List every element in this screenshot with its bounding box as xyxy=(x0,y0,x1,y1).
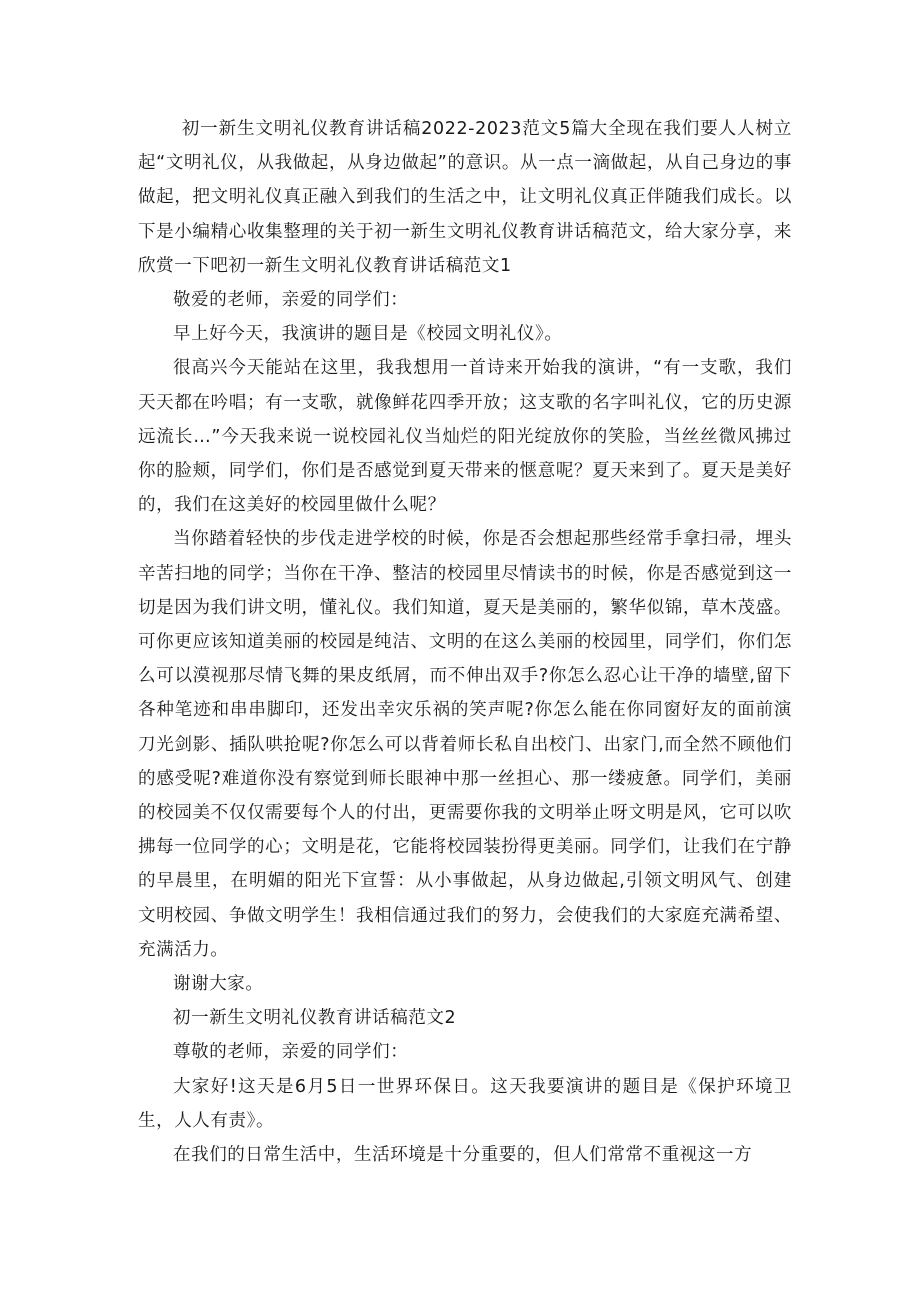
salutation: 敬爱的老师，亲爱的同学们： xyxy=(173,290,409,311)
salutation: 尊敬的老师，亲爱的同学们： xyxy=(173,1042,409,1063)
closing-line: 谢谢大家。 xyxy=(173,974,264,995)
body-paragraph: 当你踏着轻快的步伐走进学校的时候，你是否会想起那些经常手拿扫帚，埋头辛苦扫地的同学；当你在干净、整洁的校园里尽情读书的时候，你是否感觉到这一切是因为我们讲文明，懂礼仪。我们知道，夏天是美丽的，繁华似锦，草木茂盛。可你更应该知道美丽的校园是纯洁、文明的在这么美丽的校园里，同学们，你们怎么可以漠视那尽情飞舞的果皮纸屑，而不伸出双手?你怎么忍心让干净的墙壁,留下各种笔迹和串串脚印，还发出幸灾乐祸的笑声呢?你怎么能在你同窗好友的面前演刀光剑影、插队哄抢呢?你怎么可以背着师长私自出校门、出家门,而全然不顾他们的感受呢?难道你没有察觉到师长眼神中那一丝担心、那一缕疲惫。同学们，美丽的校园美不仅仅需要每个人的付出，更需要你我的文明举止呀文明是风，它可以吹拂每一位同学的心；文明是花，它能将校园装扮得更美丽。同学们，让我们在宁静的早晨里，在明媚的阳光下宣誓：从小事做起，从身边做起,引领文明风气、创建文明校园、争做文明学生！我相信通过我们的努力，会使我们的大家庭充满希望、充满活力。 xyxy=(138,529,792,960)
body-paragraph: 很高兴今天能站在这里，我我想用一首诗来开始我的演讲，“有一支歌，我们天天都在吟唱；有一支歌，就像鲜花四季开放；这支歌的名字叫礼仪，它的历史源远流长…”今天我来说一说校园礼仪当灿烂的阳光绽放你的笑脸，当丝丝微风拂过你的脸颊，同学们，你们是否感觉到夏天带来的惬意呢？夏天来到了。夏天是美好的，我们在这美好的校园里做什么呢？ xyxy=(138,358,792,516)
document-body xyxy=(138,112,792,1172)
greeting-line: 早上好今天，我演讲的题目是《校园文明礼仪》。 xyxy=(173,324,563,345)
body-paragraph: 在我们的日常生活中，生活环境是十分重要的，但人们常常不重视这一方 xyxy=(173,1145,753,1166)
intro-paragraph: 初一新生文明礼仪教育讲话稿2022-2023范文5篇大全现在我们要人人树立起“文明礼仪，从我做起，从身边做起”的意识。从一点一滴做起，从自己身边的事做起，把文明礼仪真正融入到我们的生活之中，让文明礼仪真正伴随我们成长。以下是小编精心收集整理的关于初一新生文明礼仪教育讲话稿范文，给大家分享，来欣赏一下吧初一新生文明礼仪教育讲话稿范文1 xyxy=(138,119,792,276)
body-paragraph: 大家好!这天是6月5日一世界环保日。这天我要演讲的题目是《保护环境卫生，人人有责》。 xyxy=(138,1076,792,1131)
section-heading: 初一新生文明礼仪教育讲话稿范文2 xyxy=(173,1008,457,1029)
